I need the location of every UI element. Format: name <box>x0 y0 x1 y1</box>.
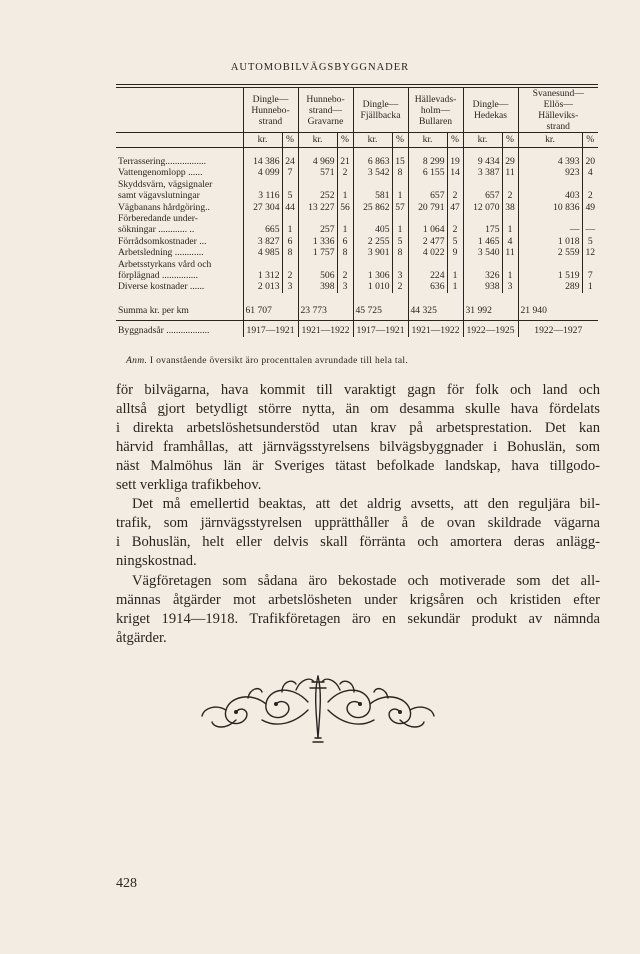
cell-kr <box>518 259 582 270</box>
cell-percent: 20 <box>582 156 598 167</box>
cell-kr: 27 304 <box>243 202 282 213</box>
cell-percent <box>502 213 518 224</box>
cell-kr: 4 393 <box>518 156 582 167</box>
cell-percent: 4 <box>582 167 598 178</box>
text-line: i direkta arbetslöshetsunderstöd utan krav på arbetsprestation. Det kan <box>116 420 600 436</box>
cell-kr <box>353 213 392 224</box>
cell-percent: 5 <box>282 190 298 201</box>
cell-kr: 3 901 <box>353 247 392 258</box>
cell-percent: 24 <box>282 156 298 167</box>
column-header <box>298 88 353 133</box>
paragraph-1 <box>116 381 600 495</box>
cell-kr: 1 306 <box>353 270 392 281</box>
column-header-line: Gravarne <box>307 115 344 127</box>
row-label: Förrådsomkostnader ... <box>118 235 207 247</box>
cell-percent: 1 <box>447 270 463 281</box>
sum-value: 23 773 <box>298 301 353 321</box>
unit-percent: % <box>337 133 353 148</box>
cost-table <box>116 88 598 337</box>
cell-kr <box>518 213 582 224</box>
cell-kr: 14 386 <box>243 156 282 167</box>
cell-kr: 1 064 <box>408 224 447 235</box>
cell-kr: 2 255 <box>353 236 392 247</box>
cell-kr: — <box>518 224 582 235</box>
cell-percent: 2 <box>502 190 518 201</box>
text-line: männas åtgärder mot arbetslösheten under krigsåren och kristiden efter <box>116 592 600 608</box>
column-header-line: holm— <box>420 104 451 116</box>
column-header-line: Hälleviks- <box>538 110 579 121</box>
cell-percent: 19 <box>447 156 463 167</box>
row-label: förplägnad ............... <box>118 270 198 282</box>
row-label: sökningar ............ .. <box>118 224 195 236</box>
table-note <box>126 355 408 366</box>
row-label: Diverse kostnader ...... <box>118 281 205 293</box>
cell-percent: 3 <box>502 281 518 292</box>
cell-kr: 1 757 <box>298 247 337 258</box>
cell-percent: 11 <box>502 247 518 258</box>
cell-percent: 1 <box>282 224 298 235</box>
cell-kr: 257 <box>298 224 337 235</box>
cell-percent <box>282 179 298 190</box>
unit-blank-cell <box>116 133 243 148</box>
unit-percent: % <box>282 133 298 148</box>
cell-kr: 3 540 <box>463 247 502 258</box>
column-header-line: Hunnebo- <box>251 104 290 116</box>
table-row <box>116 259 598 270</box>
cell-kr <box>518 179 582 190</box>
cell-kr <box>298 213 337 224</box>
cell-percent: 1 <box>392 190 408 201</box>
column-header-line: Bullaren <box>418 115 453 127</box>
cell-percent: 57 <box>392 202 408 213</box>
unit-kr: kr. <box>243 133 282 148</box>
column-header-line: Dingle— <box>472 99 509 110</box>
running-header: AUTOMOBILVÄGSBYGGNADER <box>230 62 410 73</box>
cell-percent: 4 <box>502 236 518 247</box>
sum-row <box>116 301 598 321</box>
note-prefix: Anm. <box>126 355 148 366</box>
cell-kr: 1 336 <box>298 236 337 247</box>
cell-kr <box>408 259 447 270</box>
cell-kr: 224 <box>408 270 447 281</box>
table-row <box>116 167 598 178</box>
row-label: Skyddsvärn, vägsignaler <box>118 178 213 190</box>
year-row <box>116 321 598 337</box>
cell-kr: 4 022 <box>408 247 447 258</box>
table-row <box>116 202 598 213</box>
row-label: Förberedande under- <box>118 213 198 225</box>
cell-percent <box>337 259 353 270</box>
cell-percent: 21 <box>337 156 353 167</box>
column-header-line: Dingle— <box>362 99 399 110</box>
cell-percent <box>392 259 408 270</box>
unit-percent: % <box>582 133 598 148</box>
table-row <box>116 190 598 201</box>
column-header-line: Fjällbacka <box>360 110 401 121</box>
column-header-line: strand <box>258 115 283 127</box>
cell-percent: 2 <box>447 224 463 235</box>
table-row <box>116 236 598 247</box>
paragraph-3 <box>116 572 600 648</box>
sum-value: 61 707 <box>243 301 298 321</box>
cell-percent: 2 <box>392 281 408 292</box>
cell-percent: 8 <box>392 167 408 178</box>
table-row <box>116 224 598 235</box>
cell-percent <box>337 213 353 224</box>
cell-percent: 15 <box>392 156 408 167</box>
cell-kr <box>463 213 502 224</box>
row-label: samt vägavslutningar <box>118 190 200 202</box>
cell-percent <box>582 179 598 190</box>
cell-percent: 2 <box>337 167 353 178</box>
cell-kr: 665 <box>243 224 282 235</box>
cell-percent: 7 <box>582 270 598 281</box>
cell-kr: 175 <box>463 224 502 235</box>
cell-kr: 938 <box>463 281 502 292</box>
cell-percent: 8 <box>282 247 298 258</box>
cell-percent: 12 <box>582 247 598 258</box>
column-header-line: Hunnebo- <box>306 93 345 105</box>
cell-percent: 14 <box>447 167 463 178</box>
cell-kr: 636 <box>408 281 447 292</box>
column-header <box>463 88 518 133</box>
cell-kr <box>408 179 447 190</box>
cell-kr <box>353 179 392 190</box>
cell-percent: 2 <box>337 270 353 281</box>
cell-kr: 403 <box>518 190 582 201</box>
text-line: åtgärder. <box>116 630 167 646</box>
cell-kr <box>243 179 282 190</box>
cell-kr: 4 099 <box>243 167 282 178</box>
year-value: 1917—1921 <box>243 321 298 337</box>
cell-kr: 3 827 <box>243 236 282 247</box>
cell-percent: 1 <box>337 190 353 201</box>
cell-kr: 2 477 <box>408 236 447 247</box>
table-row <box>116 247 598 258</box>
year-value: 1922—1925 <box>463 321 518 337</box>
cell-kr: 581 <box>353 190 392 201</box>
cell-kr <box>243 259 282 270</box>
cell-percent: 7 <box>282 167 298 178</box>
cell-kr: 2 559 <box>518 247 582 258</box>
unit-percent: % <box>447 133 463 148</box>
cell-kr: 6 863 <box>353 156 392 167</box>
cell-percent: 11 <box>502 167 518 178</box>
cell-percent <box>447 259 463 270</box>
text-line: ningskostnad. <box>116 553 197 569</box>
cell-percent: 29 <box>502 156 518 167</box>
unit-kr: kr. <box>408 133 447 148</box>
cell-kr <box>463 179 502 190</box>
cell-percent: 1 <box>447 281 463 292</box>
cell-percent: 6 <box>282 236 298 247</box>
sum-value: 31 992 <box>463 301 518 321</box>
cell-percent: 6 <box>337 236 353 247</box>
sum-value: 21 940 <box>518 301 598 321</box>
text-line: alltså gjort betydligt större nytta, än om desamma skulle hava fördelats <box>116 401 600 417</box>
cell-kr: 4 969 <box>298 156 337 167</box>
text-line: Det må emellertid beaktas, att det aldrig avsetts, att den reguljära bil- <box>132 496 600 512</box>
cell-kr: 252 <box>298 190 337 201</box>
cell-percent: 8 <box>392 247 408 258</box>
table-row <box>116 213 598 224</box>
cell-kr: 1 018 <box>518 236 582 247</box>
text-line: härvid framhållas, att järnvägsstyrelsens bilvägsbyggnader i Bohuslän, som <box>116 439 600 455</box>
year-value: 1917—1921 <box>353 321 408 337</box>
cell-kr <box>298 179 337 190</box>
cell-kr: 3 387 <box>463 167 502 178</box>
cell-percent: 49 <box>582 202 598 213</box>
cell-percent: 2 <box>582 190 598 201</box>
cell-kr: 405 <box>353 224 392 235</box>
cell-kr: 3 542 <box>353 167 392 178</box>
cell-kr: 398 <box>298 281 337 292</box>
cell-percent: 1 <box>502 270 518 281</box>
cell-kr: 4 985 <box>243 247 282 258</box>
sum-label: Summa kr. per km <box>118 304 189 316</box>
cell-kr <box>463 259 502 270</box>
cell-kr: 20 791 <box>408 202 447 213</box>
cell-percent: 1 <box>582 281 598 292</box>
cell-percent: 9 <box>447 247 463 258</box>
row-label: Terrassering................. <box>118 156 207 167</box>
cell-kr: 6 155 <box>408 167 447 178</box>
cell-percent: 5 <box>582 236 598 247</box>
cell-kr <box>353 259 392 270</box>
cell-percent <box>502 179 518 190</box>
cell-kr <box>408 213 447 224</box>
column-header-line: Dingle— <box>252 93 289 105</box>
table-row <box>116 281 598 292</box>
row-label: Arbetsledning ............ <box>118 247 204 259</box>
cell-kr: 923 <box>518 167 582 178</box>
cell-percent <box>502 259 518 270</box>
cell-percent: 38 <box>502 202 518 213</box>
cell-kr: 3 116 <box>243 190 282 201</box>
cell-kr: 657 <box>408 190 447 201</box>
row-label: Arbetsstyrkans vård och <box>118 258 212 270</box>
cell-kr: 657 <box>463 190 502 201</box>
column-header-line: Hällevads- <box>414 93 457 105</box>
text-line: för bilvägarna, hava kommit till varaktigt gagn för folk och land och <box>116 382 600 398</box>
cell-percent: 2 <box>282 270 298 281</box>
cell-kr: 1 010 <box>353 281 392 292</box>
cell-percent: 8 <box>337 247 353 258</box>
cell-kr: 289 <box>518 281 582 292</box>
cell-percent <box>392 213 408 224</box>
unit-percent: % <box>392 133 408 148</box>
year-value: 1922—1927 <box>518 321 598 337</box>
year-value: 1921—1922 <box>408 321 463 337</box>
cell-kr: 8 299 <box>408 156 447 167</box>
unit-kr: kr. <box>518 133 582 148</box>
column-header <box>518 88 598 133</box>
cell-kr: 1 519 <box>518 270 582 281</box>
table-top-rule <box>116 84 598 85</box>
text-line: näst Malmöhus län är Sveriges tätast befolkade landskap, hava tillgodo- <box>116 458 600 474</box>
table-row <box>116 156 598 167</box>
cell-percent: 44 <box>282 202 298 213</box>
unit-kr: kr. <box>463 133 502 148</box>
column-header-line: Svanesund— <box>532 88 584 99</box>
cell-kr <box>298 259 337 270</box>
sum-value: 44 325 <box>408 301 463 321</box>
header-blank-cell <box>116 88 243 133</box>
cell-kr: 13 227 <box>298 202 337 213</box>
cell-kr: 571 <box>298 167 337 178</box>
year-label: Byggnadsår .................. <box>116 321 243 337</box>
cell-percent: 3 <box>282 281 298 292</box>
cell-kr: 9 434 <box>463 156 502 167</box>
year-value: 1921—1922 <box>298 321 353 337</box>
column-header-line: Hedekas <box>473 110 508 121</box>
column-header <box>408 88 463 133</box>
cell-percent: 1 <box>392 224 408 235</box>
cell-percent <box>582 213 598 224</box>
unit-kr: kr. <box>353 133 392 148</box>
text-line: Vägföretagen som sådana äro bekostade och motiverade som det all- <box>132 573 600 589</box>
cell-kr: 12 070 <box>463 202 502 213</box>
cell-percent: 5 <box>447 236 463 247</box>
unit-percent: % <box>502 133 518 148</box>
note-text: I ovanstående översikt äro procenttalen avrundade till hela tal. <box>149 355 409 366</box>
column-header <box>353 88 408 133</box>
paragraph-2 <box>116 495 600 571</box>
cell-kr: 2 013 <box>243 281 282 292</box>
cell-kr: 1 312 <box>243 270 282 281</box>
cell-percent <box>337 179 353 190</box>
table-row <box>116 179 598 190</box>
text-line: kriget 1914—1918. Trafikföretagen äro en sekundär produkt av nämnda <box>116 611 600 627</box>
text-line: trafik, som järnvägsstyrelsen upprätthåller å de ovan skildrade vägarna <box>116 515 600 531</box>
cell-percent: 5 <box>392 236 408 247</box>
row-label: Vattengenomlopp ...... <box>118 167 203 179</box>
cell-percent: 3 <box>337 281 353 292</box>
cell-kr: 10 836 <box>518 202 582 213</box>
cell-percent: 2 <box>447 190 463 201</box>
cell-kr: 25 862 <box>353 202 392 213</box>
cell-kr: 1 465 <box>463 236 502 247</box>
unit-kr: kr. <box>298 133 337 148</box>
column-header-line: Ellös— <box>543 99 573 110</box>
cell-percent: 56 <box>337 202 353 213</box>
cell-percent <box>582 259 598 270</box>
cell-kr: 506 <box>298 270 337 281</box>
cell-percent <box>447 213 463 224</box>
cell-kr <box>243 213 282 224</box>
column-header-line: strand <box>546 121 570 132</box>
page-number: 428 <box>116 876 137 891</box>
text-line: i Bohuslän, helt eller delvis skall förränta och amortera deras anlägg- <box>116 534 600 550</box>
cell-percent: — <box>582 224 598 235</box>
cell-percent: 3 <box>392 270 408 281</box>
cell-percent: 1 <box>502 224 518 235</box>
cell-percent <box>447 179 463 190</box>
row-label: Vägbanans hårdgöring.. <box>118 201 210 213</box>
cell-percent: 1 <box>337 224 353 235</box>
acanthus-ornament-icon <box>196 662 440 744</box>
cell-percent: 47 <box>447 202 463 213</box>
text-line: sett verkliga trafikbehov. <box>116 477 262 493</box>
sum-value: 45 725 <box>353 301 408 321</box>
cell-percent <box>282 213 298 224</box>
cell-percent <box>282 259 298 270</box>
column-header-line: strand— <box>308 104 343 116</box>
cell-percent <box>392 179 408 190</box>
cell-kr: 326 <box>463 270 502 281</box>
column-header <box>243 88 298 133</box>
table-row <box>116 270 598 281</box>
